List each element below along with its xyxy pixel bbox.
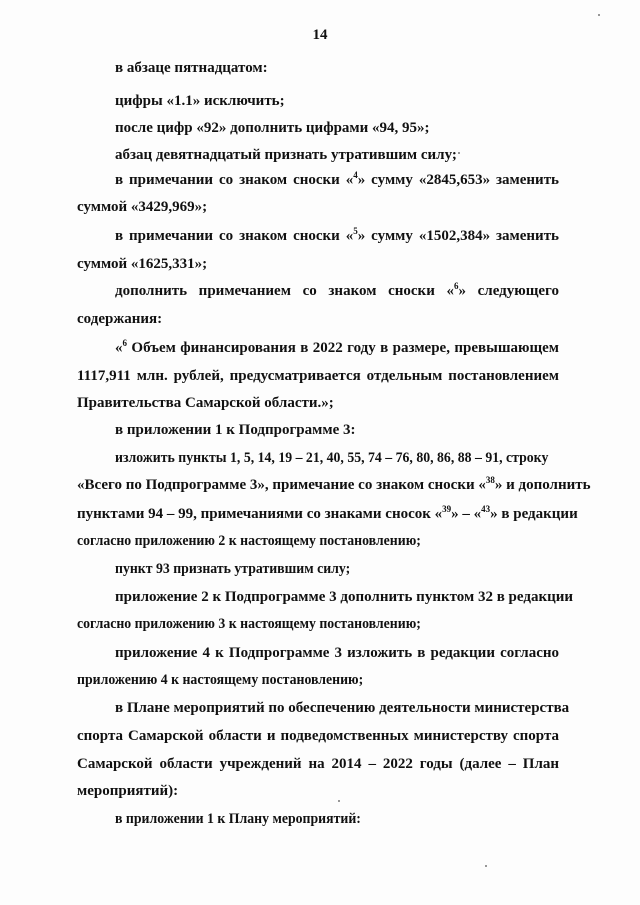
line-text: пунктами 94 – 99, примечаниями со знаками сносок «	[77, 506, 443, 522]
paragraph-line: спорта Самарской области и подведомственных министерству спорта	[77, 728, 559, 744]
paragraph-line: абзац девятнадцатый признать утратившим силу;	[115, 147, 457, 163]
paragraph-line: цифры «1.1» исключить;	[115, 93, 285, 109]
paragraph-line: в приложении 1 к Плану мероприятий:	[115, 811, 361, 827]
scan-speck	[598, 14, 600, 16]
line-text: » – «	[451, 506, 482, 522]
paragraph-line: в приложении 1 к Подпрограмме 3:	[115, 422, 356, 438]
line-text: дополнить примечанием со знаком сноски «	[115, 283, 454, 299]
scan-speck	[458, 152, 460, 154]
line-text: в примечании со знаком сноски «	[115, 172, 354, 188]
line-text: «	[115, 340, 123, 356]
paragraph-line: мероприятий):	[77, 783, 179, 799]
line-text: » и дополнить	[494, 477, 591, 493]
paragraph-line: суммой «3429,969»;	[77, 199, 208, 215]
paragraph-line	[115, 277, 559, 306]
line-text: » в редакции	[490, 506, 578, 522]
footnote-mark: 43	[481, 504, 491, 514]
line-text: » сумму «2845,653» заменить	[357, 172, 559, 188]
paragraph-line: в Плане мероприятий по обеспечению деятельности министерства	[115, 700, 570, 716]
line-text: » следующего	[458, 283, 559, 299]
paragraph-line: Самарской области учреждений на 2014 – 2022 годы (далее – План	[77, 756, 559, 772]
paragraph-line	[115, 222, 559, 251]
paragraph-line: приложение 4 к Подпрограмме 3 изложить в редакции согласно	[115, 645, 559, 661]
footnote-mark: 39	[442, 504, 452, 514]
page-number: 14	[312, 27, 328, 43]
scan-speck	[338, 800, 340, 802]
paragraph-line: приложению 4 к настоящему постановлению;	[77, 672, 364, 688]
paragraph-line: после цифр «92» дополнить цифрами «94, 95»;	[115, 120, 430, 136]
footnote-mark: 5	[353, 226, 358, 236]
paragraph-line: содержания:	[77, 311, 163, 327]
paragraph-line: изложить пункты 1, 5, 14, 19 – 21, 40, 55, 74 – 76, 80, 86, 88 – 91, строку	[115, 450, 549, 466]
paragraph-line: Правительства Самарской области.»;	[77, 395, 334, 411]
footnote-mark: 4	[353, 170, 358, 180]
line-text: в примечании со знаком сноски «	[115, 228, 354, 244]
paragraph-line	[115, 334, 559, 363]
line-text: «Всего по Подпрограмме 3», примечание со знаком сноски «	[77, 477, 486, 493]
paragraph-line: приложение 2 к Подпрограмме 3 дополнить пунктом 32 в редакции	[115, 589, 574, 605]
footnote-mark: 38	[485, 475, 495, 485]
line-text: Объем финансирования в 2022 году в размере, превышающем	[127, 340, 559, 356]
paragraph-line: суммой «1625,331»;	[77, 256, 208, 272]
footnote-mark: 6	[454, 281, 459, 291]
paragraph-line: 1117,911 млн. рублей, предусматривается отдельным постановлением	[77, 368, 559, 384]
paragraph-line: в абзаце пятнадцатом:	[115, 60, 268, 76]
scan-speck	[485, 865, 487, 867]
footnote-mark: 6	[122, 338, 127, 348]
paragraph-line: согласно приложению 2 к настоящему постановлению;	[77, 533, 421, 549]
paragraph-line	[115, 166, 559, 195]
paragraph-line: согласно приложению 3 к настоящему постановлению;	[77, 616, 421, 632]
line-text: » сумму «1502,384» заменить	[357, 228, 559, 244]
paragraph-line	[77, 500, 578, 529]
paragraph-line: пункт 93 признать утратившим силу;	[115, 561, 351, 577]
paragraph-line	[77, 471, 591, 500]
